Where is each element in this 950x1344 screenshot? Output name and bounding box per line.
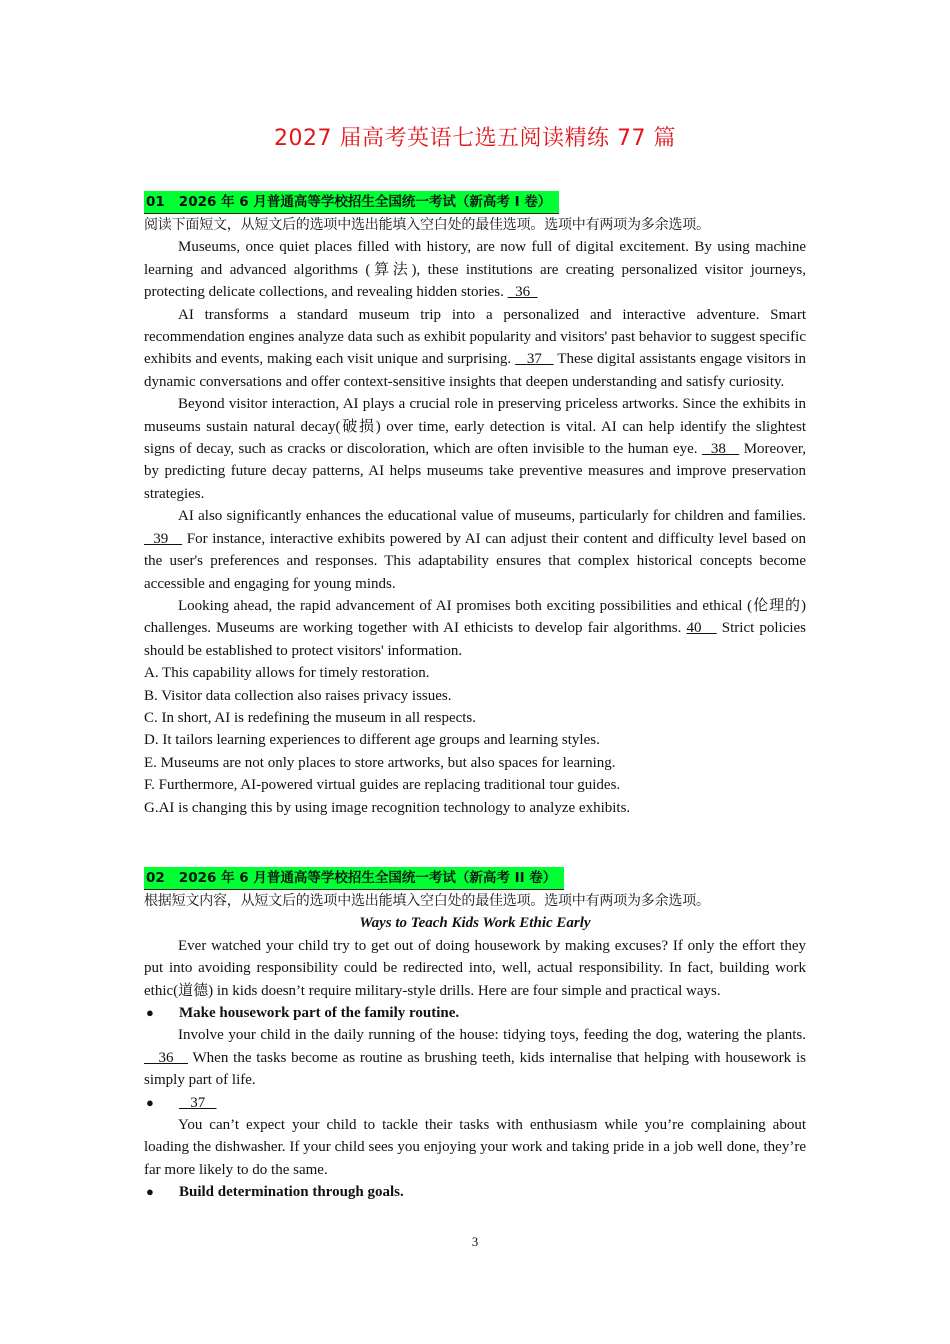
paragraph: Beyond visitor interaction, AI plays a crucial role in preserving priceless artworks. Since the exhibits in museums sustain natural decay(破损) over time, early detection is vital. AI can help identify the slightest signs of decay, such as cracks or discoloration, which are often invisible to the human eye. 38 Moreover, by predicting future decay patterns, AI helps museums take preventive measures and improve preservation strategies. xyxy=(144,396,807,502)
paragraph: Ever watched your child try to get out of doing housework by making excuses? If only the effort they put into avoiding responsibility could be redirected into, well, actual responsibility. In fact, building work ethic(道德) in kids doesn’t require military-style drills. Here are four simple and practical ways. xyxy=(144,937,806,999)
instruction-text: 根据短文内容，从短文后的选项中选出能填入空白处的最佳选项。选项中有两项为多余选项。 xyxy=(144,893,710,909)
section-number: 02 xyxy=(146,870,165,886)
blank-36: 36 xyxy=(507,284,538,301)
option-a: A. This capability allows for timely restoration. xyxy=(144,665,430,682)
blank-37: 37 xyxy=(515,351,554,368)
section-header xyxy=(144,867,564,890)
blank-38: 38 xyxy=(702,441,740,458)
option-f: F. Furthermore, AI-powered virtual guides are replacing traditional tour guides. xyxy=(144,777,621,794)
section-02 xyxy=(144,867,806,1204)
section-number: 01 xyxy=(146,194,165,210)
passage-subtitle: Ways to Teach Kids Work Ethic Early xyxy=(359,915,591,932)
page-number: 3 xyxy=(471,1234,479,1249)
option-b: B. Visitor data collection also raises privacy issues. xyxy=(144,687,452,704)
paragraph: Involve your child in the daily running of the house: tidying toys, feeding the dog, watering the plants. 36 When the tasks become as routine as brushing teeth, kids internalise that helping with housework is simply part of life. xyxy=(144,1027,806,1089)
bullet-dot-icon: ● xyxy=(146,1094,154,1110)
section-01 xyxy=(144,191,806,819)
bullet-item: ● Build determination through goals. xyxy=(144,1181,806,1203)
paragraph: AI also significantly enhances the educational value of museums, particularly for children and families. 39 For instance, interactive exhibits powered by AI can adjust their content and difficulty level based on the user's preferences and responses. This adaptability ensures that complex historical concepts become accessible and engaging for young minds. xyxy=(144,508,806,592)
blank-40: 40 xyxy=(686,620,717,637)
section-header-text: 2026 年 6 月普通高等学校招生全国统一考试（新高考 II 卷） xyxy=(178,870,557,886)
bullet-dot-icon: ● xyxy=(146,1184,154,1200)
document-title: 2027 届高考英语七选五阅读精练 77 篇 xyxy=(274,126,676,151)
option-g: G.AI is changing this by using image recognition technology to analyze exhibits. xyxy=(144,799,631,816)
bullet-item: ● Make housework part of the family routine. xyxy=(144,1002,806,1024)
blank-39: 39 xyxy=(144,530,183,547)
paragraph: Museums, once quiet places filled with history, are now full of digital excitement. By using machine learning and advanced algorithms (算法), these institutions are creating personalized visitor journeys, protecting delicate collections, and revealing hidden stories. 36 xyxy=(144,239,806,301)
paragraph: Looking ahead, the rapid advancement of AI promises both exciting possibilities and ethical (伦理的) challenges. Museums are working together with AI ethicists to develop fair algorithms. 40 Strict policies should be established to protect visitors' information. xyxy=(144,597,807,659)
option-d: D. It tailors learning experiences to different age groups and learning styles. xyxy=(144,732,600,749)
section-header-text: 2026 年 6 月普通高等学校招生全国统一考试（新高考 I 卷） xyxy=(178,194,552,210)
blank-36: 36 xyxy=(144,1049,188,1066)
bullet-item xyxy=(144,1092,806,1114)
instruction-text: 阅读下面短文，从短文后的选项中选出能填入空白处的最佳选项。选项中有两项为多余选项。 xyxy=(144,217,710,233)
section-header xyxy=(144,191,559,214)
blank-37: 37 xyxy=(179,1094,217,1111)
paragraph: You can’t expect your child to tackle their tasks with enthusiasm while you’re complaining about loading the dishwasher. If your child sees you enjoying your work and taking pride in a job well done, they’re far more likely to do the same. xyxy=(144,1117,806,1178)
paragraph: AI transforms a standard museum trip into a personalized and interactive adventure. Smart recommendation engines analyze data such as exhibit popularity and visitors' past behavior to suggest specific exhibits and events, making each visit unique and surprising. 37 These digital assistants engage visitors in dynamic conversations and offer context-sensitive insights that deepen understanding and satisfy curiosity. xyxy=(144,306,807,390)
option-e: E. Museums are not only places to store artworks, but also spaces for learning. xyxy=(144,754,616,771)
option-c: C. In short, AI is redefining the museum in all respects. xyxy=(144,709,477,726)
bullet-dot-icon: ● xyxy=(146,1005,154,1021)
